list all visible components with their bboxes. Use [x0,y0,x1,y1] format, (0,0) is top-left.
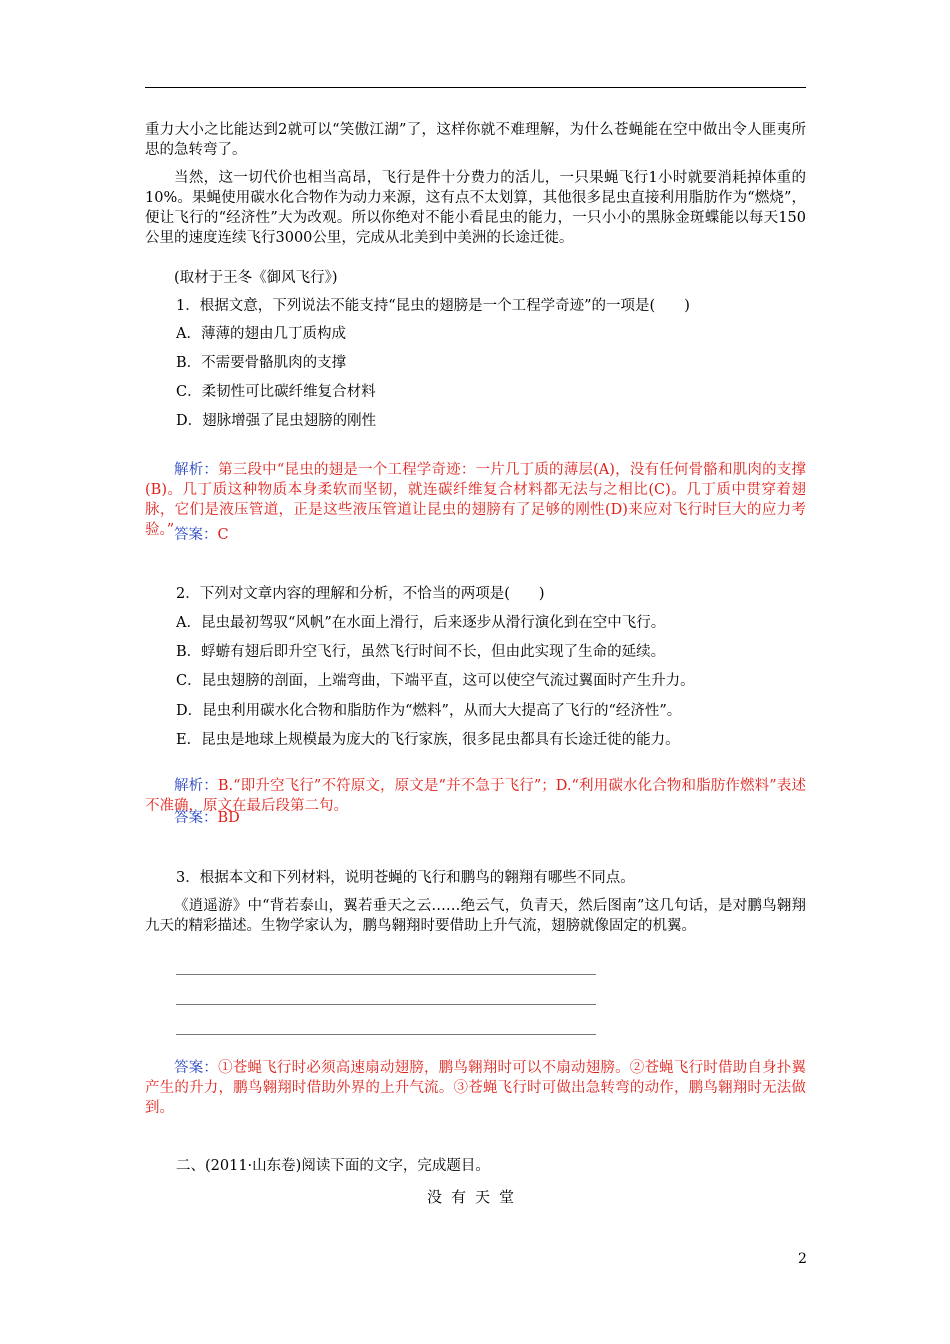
answer-blank-line [176,1034,596,1035]
source-citation: (取材于王冬《御风飞行》) [174,270,338,286]
paragraph-energy-cost: 当然，这一切代价也相当高昂，飞行是件十分费力的活儿，一只果蝇飞行1小时就要消耗掉体重的10%。果蝇使用碳水化合物作为动力来源，这有点不太划算，其他很多昆虫直接利用脂肪作为“燃烧”，便让飞行的“经济性”大为改观。所以你绝对不能小看昆虫的能力，一只小小的黑脉金斑蝶能以每天150公里的速度连续飞行3000公里，完成从北美到中美洲的长途迁徙。 [145,170,806,246]
answer-blank-line [176,974,596,975]
question-2-option-b: B．蜉蝣有翅后即升空飞行，虽然飞行时间不长，但由此实现了生命的延续。 [176,644,666,660]
analysis-label: 解析： [174,778,218,794]
question-3-stem: 3．根据本文和下列材料，说明苍蝇的飞行和鹏鸟的翱翔有哪些不同点。 [176,870,635,886]
question-2-stem: 2．下列对文章内容的理解和分析，不恰当的两项是( ) [176,586,545,602]
answer-text: BD [217,810,240,826]
section-2-heading: 二、(2011·山东卷)阅读下面的文字，完成题目。 [176,1158,490,1174]
question-1-option-b: B．不需要骨骼肌肉的支撑 [176,355,347,371]
question-2-option-a: A．昆虫最初驾驭“风帆”在水面上滑行，后来逐步从滑行演化到在空中飞行。 [176,615,666,631]
question-2-option-d: D．昆虫利用碳水化合物和脂肪作为“燃料”，从而大大提高了飞行的“经济性”。 [176,703,682,719]
question-2-answer [145,808,806,828]
answer-label: 答案： [174,1060,219,1076]
question-2-option-c: C．昆虫翅膀的剖面，上端弯曲，下端平直，这可以使空气流过翼面时产生升力。 [176,673,695,689]
page-number: 2 [798,1251,807,1267]
answer-label: 答案： [174,527,218,543]
question-1-stem: 1．根据文意，下列说法不能支持“昆虫的翅膀是一个工程学奇迹”的一项是( ) [176,298,690,314]
question-1-option-c: C．柔韧性可比碳纤维复合材料 [176,384,376,400]
answer-label: 答案： [174,810,218,826]
answer-text: ①苍蝇飞行时必须高速扇动翅膀，鹏鸟翱翔时可以不扇动翅膀。②苍蝇飞行时借助自身扑翼产生的升力，鹏鸟翱翔时借助外界的上升气流。③苍蝇飞行时可做出急转弯的动作，鹏鸟翱翔时无法做到。 [145,1060,806,1116]
analysis-label: 解析： [174,462,219,478]
question-3-answer [145,1058,806,1118]
question-3-material: 《逍遥游》中“背若泰山，翼若垂天之云……绝云气，负青天，然后图南”这几句话，是对鹏鸟翱翔九天的精彩描述。生物学家认为，鹏鸟翱翔时要借助上升气流，翅膀就像固定的机翼。 [145,898,806,934]
paragraph-continuation: 重力大小之比能达到2就可以“笑傲江湖”了，这样你就不难理解，为什么苍蝇能在空中做出令人匪夷所思的急转弯了。 [145,122,806,158]
question-1-option-d: D．翅脉增强了昆虫翅膀的刚性 [176,413,377,429]
analysis-text: 第三段中“昆虫的翅是一个工程学奇迹：一片几丁质的薄层(A)，没有任何骨骼和肌肉的支撑(B)。几丁质这种物质本身柔软而坚韧，就连碳纤维复合材料都无法与之相比(C)。几丁质中贯穿着翅脉，它们是液压管道，正是这些液压管道让昆虫的翅膀有了足够的刚性(D)来应对飞行时巨大的应力考验。” [145,462,806,538]
question-1-option-a: A．薄薄的翅由几丁质构成 [176,326,346,342]
question-1-answer [145,525,806,545]
answer-blank-line [176,1004,596,1005]
answer-text: C [217,527,229,543]
analysis-text: B.“即升空飞行”不符原文，原文是“并不急于飞行”；D.“利用碳水化合物和脂肪作燃料”表述不准确，原文在最后段第二句。 [145,778,806,814]
question-2-option-e: E．昆虫是地球上规模最为庞大的飞行家族，很多昆虫都具有长途迁徙的能力。 [176,732,680,748]
header-rule [145,87,806,88]
article-title: 没有天堂 [426,1188,523,1206]
